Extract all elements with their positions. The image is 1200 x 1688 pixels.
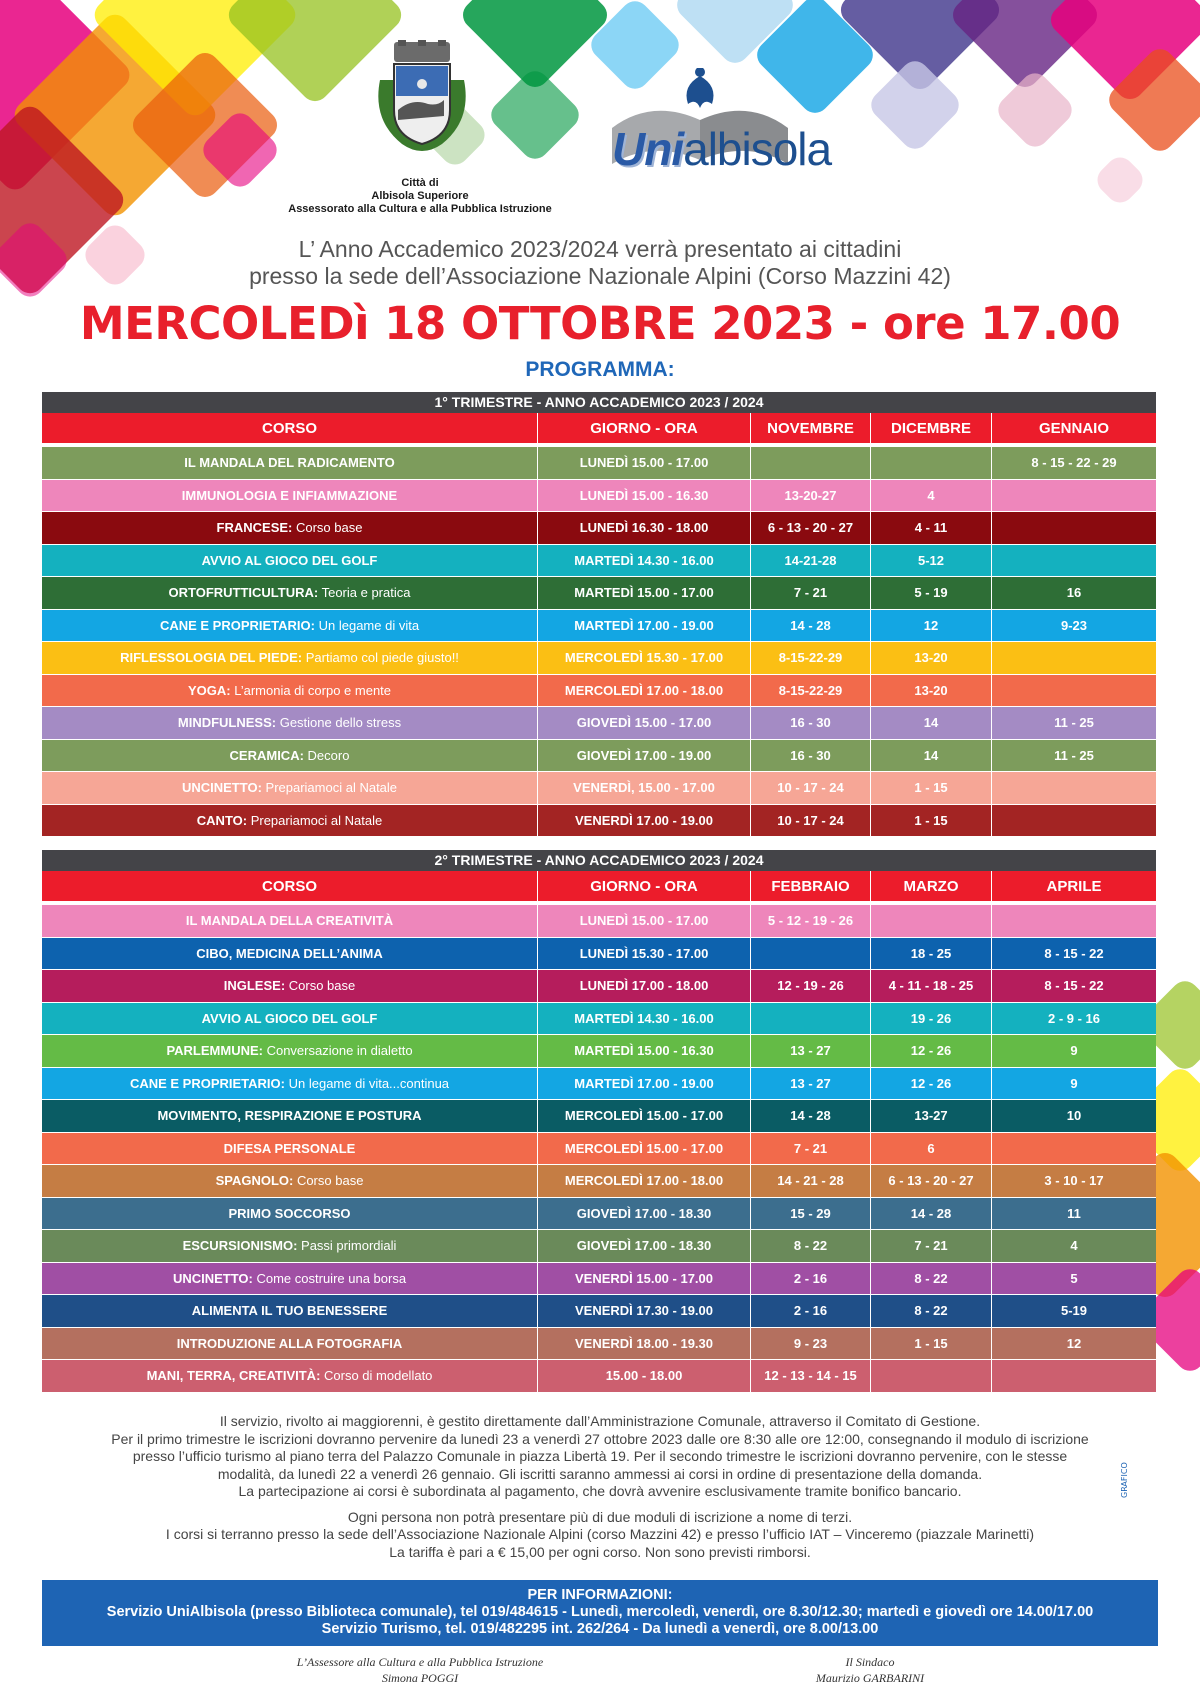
- table-row: [42, 1360, 1156, 1393]
- month-2-cell: 1 - 15: [871, 805, 992, 837]
- course-cell: [42, 480, 538, 512]
- table-row: [42, 740, 1156, 773]
- month-3-cell: 11 - 25: [1054, 715, 1094, 731]
- table-row: [42, 970, 1156, 1003]
- header-giorno-ora: GIORNO - ORA: [538, 413, 751, 443]
- course-name: FRANCESE:: [216, 520, 293, 536]
- course-cell: [42, 772, 538, 804]
- month-2-cell: [871, 447, 992, 479]
- month-1-cell: 14 - 21 - 28: [751, 1165, 871, 1197]
- time-cell: MARTEDÌ 17.00 - 19.00: [538, 1068, 751, 1100]
- course-name: RIFLESSOLOGIA DEL PIEDE:: [120, 650, 303, 666]
- course-cell: [42, 938, 538, 970]
- month-3-cell: 11: [1067, 1205, 1081, 1221]
- trimester-1-rows: [42, 447, 1156, 837]
- course-subtitle: Corso di modellato: [320, 1368, 433, 1384]
- time-cell: LUNEDÌ 15.00 - 16.30: [538, 480, 751, 512]
- month-2-cell: 6: [871, 1133, 992, 1165]
- course-cell: [42, 905, 538, 937]
- month-3-cell: 8 - 15 - 22: [1044, 978, 1104, 994]
- course-cell: [42, 707, 538, 739]
- month-3-cell: [992, 905, 1156, 937]
- course-name: DIFESA PERSONALE: [223, 1140, 356, 1156]
- course-cell: [42, 1230, 538, 1262]
- time-cell: VENERDÌ 15.00 - 17.00: [538, 1263, 751, 1295]
- month-3-cell: 9-23: [1060, 617, 1088, 633]
- course-name: UNCINETTO:: [172, 1270, 253, 1286]
- time-cell: MARTEDÌ 15.00 - 17.00: [538, 577, 751, 609]
- month-2-cell: 12: [871, 610, 992, 642]
- month-1-cell: [751, 938, 871, 970]
- course-cell: [42, 610, 538, 642]
- course-subtitle: Teoria e pratica: [318, 585, 411, 601]
- month-2-cell: 6 - 13 - 20 - 27: [871, 1165, 992, 1197]
- header-month-2: DICEMBRE: [871, 413, 992, 443]
- course-name: MOVIMENTO, RESPIRAZIONE E POSTURA: [157, 1108, 422, 1124]
- course-cell: [42, 1295, 538, 1327]
- table-row: [42, 1100, 1156, 1133]
- course-subtitle: Un legame di vita...continua: [285, 1075, 450, 1091]
- header-month-1: NOVEMBRE: [751, 413, 871, 443]
- course-name: PRIMO SOCCORSO: [228, 1205, 351, 1221]
- table-row: [42, 1295, 1156, 1328]
- course-cell: [42, 805, 538, 837]
- month-1-cell: 15 - 29: [751, 1198, 871, 1230]
- month-1-cell: 8-15-22-29: [751, 642, 871, 674]
- time-cell: MERCOLEDÌ 15.30 - 17.00: [538, 642, 751, 674]
- table-row: [42, 707, 1156, 740]
- logo-albisola: albisola: [683, 123, 832, 175]
- month-2-cell: 13-20: [871, 642, 992, 674]
- month-1-cell: 6 - 13 - 20 - 27: [751, 512, 871, 544]
- table-row: [42, 1035, 1156, 1068]
- notes-line: I corsi si terranno presso la sede dell’Associazione Nazionale Alpini (corso Mazzini 42) e presso l’ufficio IAT – Vinceremo (piazzale Marinetti): [165, 1526, 1035, 1542]
- month-3-cell: 16: [1066, 585, 1082, 601]
- time-cell: VENERDÌ 17.30 - 19.00: [538, 1295, 751, 1327]
- header-corso: CORSO: [42, 413, 538, 443]
- table-row: [42, 642, 1156, 675]
- course-name: PARLEMMUNE:: [166, 1043, 263, 1059]
- month-2-cell: 19 - 26: [871, 1003, 992, 1035]
- month-3-cell: 5-19: [1060, 1303, 1088, 1319]
- table-row: [42, 545, 1156, 578]
- course-name: CANTO:: [196, 812, 248, 828]
- course-cell: [42, 1068, 538, 1100]
- time-cell: VENERDÌ 17.00 - 19.00: [538, 805, 751, 837]
- course-cell: [42, 512, 538, 544]
- month-3-cell: 9: [1070, 1075, 1078, 1091]
- course-name: CERAMICA:: [229, 747, 304, 763]
- month-2-cell: 4: [871, 480, 992, 512]
- course-subtitle: Decoro: [303, 747, 350, 763]
- month-2-cell: 1 - 15: [871, 1328, 992, 1360]
- month-1-cell: 7 - 21: [751, 1133, 871, 1165]
- month-1-cell: 9 - 23: [751, 1328, 871, 1360]
- course-name: INTRODUZIONE ALLA FOTOGRAFIA: [176, 1335, 403, 1351]
- course-name: IMMUNOLOGIA E INFIAMMAZIONE: [181, 487, 398, 503]
- month-1-cell: [751, 447, 871, 479]
- month-1-cell: 10 - 17 - 24: [751, 772, 871, 804]
- table-row: [42, 1198, 1156, 1231]
- course-cell: [42, 740, 538, 772]
- header-month-3: APRILE: [1046, 877, 1102, 895]
- course-subtitle: Corso base: [292, 520, 363, 536]
- course-name: UNCINETTO:: [181, 780, 262, 796]
- signature-role: Il Sindaco: [845, 1655, 895, 1669]
- intro-text: [0, 236, 1200, 290]
- notes-line: Ogni persona non potrà presentare più di due moduli di iscrizione a nome di terzi.: [347, 1508, 853, 1525]
- month-2-cell: 4 - 11: [871, 512, 992, 544]
- time-cell: MERCOLEDÌ 15.00 - 17.00: [538, 1100, 751, 1132]
- course-cell: [42, 1003, 538, 1035]
- time-cell: GIOVEDÌ 17.00 - 19.00: [538, 740, 751, 772]
- month-2-cell: 1 - 15: [871, 772, 992, 804]
- course-subtitle: Corso base: [293, 1173, 364, 1189]
- course-subtitle: L’armonia di corpo e mente: [230, 682, 392, 698]
- crest-caption: [270, 177, 570, 216]
- table-row: [42, 1328, 1156, 1361]
- course-subtitle: Passi primordiali: [297, 1238, 397, 1254]
- course-subtitle: Come costruire una borsa: [252, 1270, 407, 1286]
- month-3-cell: 3 - 10 - 17: [1044, 1173, 1104, 1189]
- header-corso: CORSO: [42, 871, 538, 901]
- course-cell: [42, 675, 538, 707]
- time-cell: MARTEDÌ 15.00 - 16.30: [538, 1035, 751, 1067]
- time-cell: 15.00 - 18.00: [538, 1360, 751, 1392]
- month-2-cell: [871, 905, 992, 937]
- time-cell: MARTEDÌ 17.00 - 19.00: [538, 610, 751, 642]
- course-cell: [42, 970, 538, 1002]
- header-month-1: FEBBRAIO: [751, 871, 871, 901]
- time-cell: LUNEDÌ 16.30 - 18.00: [538, 512, 751, 544]
- course-subtitle: Partiamo col piede giusto!!: [302, 650, 459, 666]
- course-cell: [42, 577, 538, 609]
- month-1-cell: 7 - 21: [751, 577, 871, 609]
- header-giorno-ora: GIORNO - ORA: [538, 871, 751, 901]
- info-line-unialbisola: Servizio UniAlbisola (presso Biblioteca comunale), tel 019/484615 - Lunedì, mercoledì, venerdì, ore 8.30/12.30; martedì e giovedì ore 14.00/17.00: [106, 1604, 1094, 1620]
- table-row: [42, 938, 1156, 971]
- month-2-cell: 18 - 25: [871, 938, 992, 970]
- course-name: IL MANDALA DEL RADICAMENTO: [184, 455, 395, 471]
- time-cell: LUNEDÌ 15.00 - 17.00: [538, 447, 751, 479]
- month-2-cell: 5-12: [871, 545, 992, 577]
- trimester-2-title: 2° TRIMESTRE - ANNO ACCADEMICO 2023 / 2024: [42, 850, 1156, 871]
- month-1-cell: 12 - 13 - 14 - 15: [751, 1360, 871, 1392]
- course-subtitle: Un legame di vita: [315, 617, 420, 633]
- course-name: MANI, TERRA, CREATIVITÀ:: [146, 1368, 321, 1384]
- notes-text: [40, 1413, 1160, 1561]
- month-2-cell: 8 - 22: [871, 1263, 992, 1295]
- signature-assessore: [250, 1654, 590, 1686]
- table-row: [42, 772, 1156, 805]
- signature-role: L’Assessore alla Cultura e alla Pubblica Istruzione: [296, 1655, 544, 1669]
- table-row: [42, 447, 1156, 480]
- month-1-cell: 5 - 12 - 19 - 26: [751, 905, 871, 937]
- month-1-cell: 2 - 16: [751, 1295, 871, 1327]
- month-1-cell: 2 - 16: [751, 1263, 871, 1295]
- time-cell: MARTEDÌ 14.30 - 16.00: [538, 545, 751, 577]
- info-box: [42, 1580, 1158, 1646]
- course-name: IL MANDALA DELLA CREATIVITÀ: [185, 913, 394, 929]
- time-cell: GIOVEDÌ 17.00 - 18.30: [538, 1198, 751, 1230]
- month-2-cell: 7 - 21: [871, 1230, 992, 1262]
- course-name: YOGA:: [187, 682, 231, 698]
- notes-line: Il servizio, rivolto ai maggiorenni, è gestito direttamente dall’Amministrazione Comunale, attraverso il Comitato di Gestione.: [219, 1413, 981, 1429]
- month-2-cell: 4 - 11 - 18 - 25: [871, 970, 992, 1002]
- table-row: [42, 1263, 1156, 1296]
- month-2-cell: 5 - 19: [871, 577, 992, 609]
- header-month-2: MARZO: [871, 871, 992, 901]
- notes-paragraph-1: [40, 1413, 1160, 1501]
- month-2-cell: 12 - 26: [871, 1068, 992, 1100]
- month-3-cell: [992, 480, 1156, 512]
- course-name: AVVIO AL GIOCO DEL GOLF: [201, 552, 378, 568]
- month-3-cell: [992, 1360, 1156, 1392]
- course-subtitle: Prepariamoci al Natale: [261, 780, 398, 796]
- month-1-cell: 10 - 17 - 24: [751, 805, 871, 837]
- uni-albisola-logo: [612, 125, 831, 173]
- month-2-cell: [871, 1360, 992, 1392]
- time-cell: LUNEDÌ 17.00 - 18.00: [538, 970, 751, 1002]
- crest-line-department: Assessorato alla Cultura e alla Pubblica Istruzione: [288, 203, 552, 215]
- trimester-1-title: 1° TRIMESTRE - ANNO ACCADEMICO 2023 / 2024: [42, 392, 1156, 413]
- table-row: [42, 905, 1156, 938]
- signature-name: Maurizio GARBARINI: [815, 1671, 925, 1685]
- month-1-cell: 14 - 28: [751, 610, 871, 642]
- crest-line-city: Città di: [401, 177, 439, 189]
- crest-line-name: Albisola Superiore: [371, 190, 469, 202]
- month-3-cell: 8 - 15 - 22: [1044, 945, 1104, 961]
- event-date-title: MERCOLEDì 18 OTTOBRE 2023 - ore 17.00: [79, 297, 1121, 350]
- trimester-2-rows: [42, 905, 1156, 1393]
- course-cell: [42, 1165, 538, 1197]
- month-2-cell: 14: [871, 740, 992, 772]
- course-cell: [42, 1133, 538, 1165]
- month-3-cell: 2 - 9 - 16: [1047, 1010, 1101, 1026]
- trimester-2-header: [42, 871, 1156, 901]
- time-cell: MARTEDÌ 14.30 - 16.00: [538, 1003, 751, 1035]
- month-1-cell: 14 - 28: [751, 1100, 871, 1132]
- month-3-cell: 4: [1070, 1238, 1078, 1254]
- course-name: INGLESE:: [223, 978, 286, 994]
- notes-paragraph-2: [40, 1509, 1160, 1562]
- month-2-cell: 8 - 22: [871, 1295, 992, 1327]
- course-name: ALIMENTA IL TUO BENESSERE: [191, 1303, 388, 1319]
- month-3-cell: 11 - 25: [1054, 747, 1094, 763]
- month-1-cell: [751, 1003, 871, 1035]
- course-cell: [42, 1360, 538, 1392]
- month-3-cell: [992, 675, 1156, 707]
- month-3-cell: [992, 1133, 1156, 1165]
- month-3-cell: 5: [1070, 1270, 1078, 1286]
- course-name: ESCURSIONISMO:: [182, 1238, 298, 1254]
- course-name: CANE E PROPRIETARIO:: [129, 1075, 285, 1091]
- course-name: ORTOFRUTTICULTURA:: [168, 585, 319, 601]
- course-subtitle: Corso base: [285, 978, 356, 994]
- table-row: [42, 1003, 1156, 1036]
- month-2-cell: 13-20: [871, 675, 992, 707]
- table-row: [42, 577, 1156, 610]
- notes-line: La tariffa è pari a € 15,00 per ogni corso. Non sono previsti rimborsi.: [389, 1543, 811, 1560]
- month-3-cell: [992, 512, 1156, 544]
- logo-uni: Uni: [612, 123, 684, 175]
- printer-imprint: GRAFICO: [1120, 1462, 1129, 1498]
- month-3-cell: [992, 805, 1156, 837]
- signature-name: Simona POGGI: [381, 1671, 459, 1685]
- course-cell: [42, 1035, 538, 1067]
- course-cell: [42, 447, 538, 479]
- programma-label: PROGRAMMA:: [525, 358, 675, 381]
- month-3-cell: [992, 642, 1156, 674]
- time-cell: GIOVEDÌ 17.00 - 18.30: [538, 1230, 751, 1262]
- month-3-cell: 8 - 15 - 22 - 29: [1031, 455, 1117, 471]
- table-row: [42, 512, 1156, 545]
- info-title: PER INFORMAZIONI:: [527, 1587, 673, 1603]
- month-3-cell: 9: [1070, 1043, 1078, 1059]
- month-2-cell: 14 - 28: [871, 1198, 992, 1230]
- course-subtitle: Gestione dello stress: [276, 715, 402, 731]
- course-cell: [42, 545, 538, 577]
- course-subtitle: Conversazione in dialetto: [262, 1043, 413, 1059]
- trimester-1-header: [42, 413, 1156, 443]
- city-crest-icon: [372, 40, 472, 158]
- month-1-cell: 13-20-27: [751, 480, 871, 512]
- month-1-cell: 13 - 27: [751, 1068, 871, 1100]
- course-cell: [42, 1263, 538, 1295]
- month-3-cell: [992, 772, 1156, 804]
- info-line-turismo: Servizio Turismo, tel. 019/482295 int. 262/264 - Da lunedì a venerdì, ore 8.00/13.00: [321, 1621, 879, 1637]
- trimester-1-table: [42, 392, 1156, 837]
- month-1-cell: 12 - 19 - 26: [751, 970, 871, 1002]
- time-cell: GIOVEDÌ 15.00 - 17.00: [538, 707, 751, 739]
- trimester-2-table: [42, 850, 1156, 1393]
- month-1-cell: 14-21-28: [751, 545, 871, 577]
- month-1-cell: 8 - 22: [751, 1230, 871, 1262]
- notes-line: modalità, da lunedì 22 a venerdì 26 gennaio. Gli iscritti saranno ammessi ai corsi in ordine di presentazione della domanda.: [217, 1465, 983, 1482]
- course-cell: [42, 1100, 538, 1132]
- course-subtitle: Prepariamoci al Natale: [247, 812, 383, 828]
- course-name: AVVIO AL GIOCO DEL GOLF: [201, 1010, 378, 1026]
- time-cell: MERCOLEDÌ 17.00 - 18.00: [538, 1165, 751, 1197]
- month-1-cell: 16 - 30: [751, 740, 871, 772]
- signature-sindaco: [760, 1654, 980, 1686]
- month-2-cell: 13-27: [871, 1100, 992, 1132]
- table-row: [42, 1068, 1156, 1101]
- table-row: [42, 805, 1156, 838]
- time-cell: MERCOLEDÌ 17.00 - 18.00: [538, 675, 751, 707]
- table-row: [42, 610, 1156, 643]
- course-cell: [42, 1328, 538, 1360]
- notes-line: La partecipazione ai corsi è subordinata al pagamento, che dovrà avvenire esclusivamente tramite bonifico bancario.: [238, 1483, 962, 1499]
- month-1-cell: 13 - 27: [751, 1035, 871, 1067]
- table-row: [42, 1165, 1156, 1198]
- time-cell: MERCOLEDÌ 15.00 - 17.00: [538, 1133, 751, 1165]
- month-2-cell: 12 - 26: [871, 1035, 992, 1067]
- intro-line-2: presso la sede dell’Associazione Nazionale Alpini (Corso Mazzini 42): [249, 263, 951, 289]
- time-cell: LUNEDÌ 15.00 - 17.00: [538, 905, 751, 937]
- course-name: SPAGNOLO:: [215, 1173, 294, 1189]
- table-row: [42, 1230, 1156, 1263]
- month-3-cell: 12: [1066, 1335, 1082, 1351]
- notes-line: presso l’ufficio turismo al piano terra del Palazzo Comunale in piazza Libertà 19. Per il secondo trimestre le iscrizioni dovranno pervenire, con le stesse: [132, 1448, 1068, 1464]
- table-row: [42, 1133, 1156, 1166]
- course-name: MINDFULNESS:: [177, 715, 277, 731]
- time-cell: LUNEDÌ 15.30 - 17.00: [538, 938, 751, 970]
- table-row: [42, 480, 1156, 513]
- month-2-cell: 14: [871, 707, 992, 739]
- course-cell: [42, 1198, 538, 1230]
- intro-line-1: L’ Anno Accademico 2023/2024 verrà presentato ai cittadini: [298, 236, 902, 262]
- month-3-cell: 10: [1066, 1108, 1082, 1124]
- course-name: CANE E PROPRIETARIO:: [159, 617, 315, 633]
- table-row: [42, 675, 1156, 708]
- time-cell: VENERDÌ 18.00 - 19.30: [538, 1328, 751, 1360]
- header-month-3: GENNAIO: [1038, 419, 1109, 437]
- time-cell: VENERDÌ, 15.00 - 17.00: [538, 772, 751, 804]
- course-cell: [42, 642, 538, 674]
- month-1-cell: 16 - 30: [751, 707, 871, 739]
- month-3-cell: [992, 545, 1156, 577]
- month-1-cell: 8-15-22-29: [751, 675, 871, 707]
- course-name: CIBO, MEDICINA DELL’ANIMA: [196, 945, 383, 961]
- notes-line: Per il primo trimestre le iscrizioni dovranno pervenire da lunedì 23 a venerdì 27 ottobre 2023 dalle ore 8:30 alle ore 12:00, consegnando il modulo di iscrizione: [111, 1430, 1089, 1447]
